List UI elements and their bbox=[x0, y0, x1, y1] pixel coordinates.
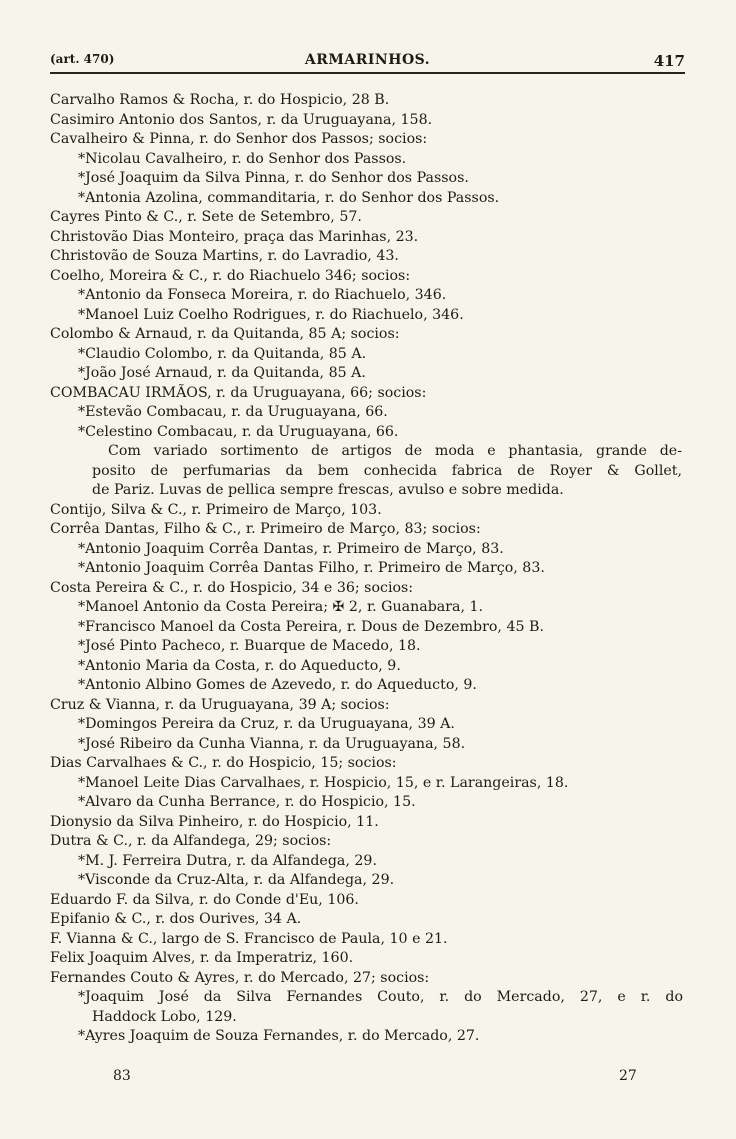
partner-entry: *José Ribeiro da Cunha Vianna, r. da Uruguayana, 58. bbox=[78, 735, 466, 752]
partner-entry: *Francisco Manoel da Costa Pereira, r. Dous de Dezembro, 45 B. bbox=[78, 618, 544, 635]
firm-entry: Dutra & C., r. da Alfandega, 29; socios: bbox=[50, 833, 332, 849]
description-line: Haddock Lobo, 129. bbox=[92, 1008, 237, 1025]
partner-entry: *Joaquim José da Silva Fernandes Couto, r. do Mercado, 27, e r. do bbox=[78, 989, 683, 1005]
partner-entry: *Manoel Antonio da Costa Pereira; ✠ 2, r. Guanabara, 1. bbox=[78, 599, 484, 615]
partner-entry: *Antonio Albino Gomes de Azevedo, r. do Aqueducto, 9. bbox=[78, 677, 477, 693]
partner-entry: *Antonio Maria da Costa, r. do Aqueducto, 9. bbox=[78, 657, 401, 674]
partner-entry: *M. J. Ferreira Dutra, r. da Alfandega, 29. bbox=[78, 852, 377, 869]
partner-entry: *Manoel Luiz Coelho Rodrigues, r. do Riachuelo, 346. bbox=[78, 306, 464, 323]
firm-entry: Epifanio & C., r. dos Ourives, 34 A. bbox=[50, 911, 302, 927]
partner-entry: *Domingos Pereira da Cruz, r. da Uruguayana, 39 A. bbox=[78, 716, 455, 732]
partner-entry: *João José Arnaud, r. da Quitanda, 85 A. bbox=[78, 365, 366, 381]
footer-signature-left: 83 bbox=[113, 1068, 131, 1084]
firm-entry: Casimiro Antonio dos Santos, r. da Uruguayana, 158. bbox=[50, 111, 433, 128]
description-line: de Pariz. Luvas de pellica sempre frescas, avulso e sobre medida. bbox=[92, 482, 564, 498]
page-number: 417 bbox=[653, 52, 685, 70]
firm-entry: Dias Carvalhaes & C., r. do Hospicio, 15; socios: bbox=[50, 755, 397, 771]
partner-entry: *Nicolau Cavalheiro, r. do Senhor dos Passos. bbox=[78, 150, 407, 167]
partner-entry: *José Pinto Pacheco, r. Buarque de Macedo, 18. bbox=[78, 638, 421, 654]
page-header bbox=[50, 50, 685, 74]
firm-entry: F. Vianna & C., largo de S. Francisco de Paula, 10 e 21. bbox=[50, 930, 448, 947]
partner-entry: *Antonio Joaquim Corrêa Dantas Filho, r. Primeiro de Março, 83. bbox=[78, 560, 545, 576]
firm-entry: Carvalho Ramos & Rocha, r. do Hospicio, 28 B. bbox=[50, 92, 390, 108]
firm-entry: Contijo, Silva & C., r. Primeiro de Março, 103. bbox=[50, 501, 382, 518]
partner-entry: *Ayres Joaquim de Souza Fernandes, r. do Mercado, 27. bbox=[78, 1028, 480, 1044]
section-title: ARMARINHOS. bbox=[304, 52, 431, 68]
firm-entry: Christovão de Souza Martins, r. do Lavradio, 43. bbox=[50, 248, 399, 264]
partner-entry: *Antonio da Fonseca Moreira, r. do Riachuelo, 346. bbox=[78, 287, 447, 303]
firm-entry: Cayres Pinto & C., r. Sete de Setembro, 57. bbox=[50, 209, 362, 225]
firm-entry: Eduardo F. da Silva, r. do Conde d'Eu, 106. bbox=[50, 891, 359, 908]
partner-entry: *Claudio Colombo, r. da Quitanda, 85 A. bbox=[78, 345, 367, 362]
firm-entry: Cavalheiro & Pinna, r. do Senhor dos Passos; socios: bbox=[50, 131, 428, 147]
firm-entry: Costa Pereira & C., r. do Hospicio, 34 e 36; socios: bbox=[50, 579, 414, 596]
partner-entry: *Antonio Joaquim Corrêa Dantas, r. Primeiro de Março, 83. bbox=[78, 540, 504, 557]
partner-entry: *Visconde da Cruz-Alta, r. da Alfandega, 29. bbox=[78, 872, 395, 888]
firm-entry: Dionysio da Silva Pinheiro, r. do Hospicio, 11. bbox=[50, 813, 379, 830]
firm-entry: Christovão Dias Monteiro, praça das Marinhas, 23. bbox=[50, 228, 419, 245]
firm-entry: Colombo & Arnaud, r. da Quitanda, 85 A; socios: bbox=[50, 326, 400, 342]
partner-entry: *José Joaquim da Silva Pinna, r. do Senhor dos Passos. bbox=[78, 170, 469, 186]
footer-signature-right: 27 bbox=[619, 1068, 637, 1084]
firm-entry: COMBACAU IRMÃOS, r. da Uruguayana, 66; socios: bbox=[50, 384, 427, 401]
firm-entry: Cruz & Vianna, r. da Uruguayana, 39 A; socios: bbox=[50, 696, 390, 713]
partner-entry: *Estevão Combacau, r. da Uruguayana, 66. bbox=[78, 404, 388, 420]
partner-entry: *Celestino Combacau, r. da Uruguayana, 66. bbox=[78, 423, 399, 440]
firm-entry: Corrêa Dantas, Filho & C., r. Primeiro de Março, 83; socios: bbox=[50, 521, 481, 537]
firm-entry: Coelho, Moreira & C., r. do Riachuelo 346; socios: bbox=[50, 267, 411, 284]
firm-entry: Fernandes Couto & Ayres, r. do Mercado, 27; socios: bbox=[50, 969, 430, 986]
firm-entry: Felix Joaquim Alves, r. da Imperatriz, 160. bbox=[50, 950, 354, 966]
partner-entry: *Antonia Azolina, commanditaria, r. do Senhor dos Passos. bbox=[78, 189, 500, 206]
description-line: Com variado sortimento de artigos de moda e phantasia, grande de- bbox=[108, 443, 682, 459]
partner-entry: *Alvaro da Cunha Berrance, r. do Hospicio, 15. bbox=[78, 794, 416, 810]
article-reference: (art. 470) bbox=[50, 52, 115, 66]
description-line: posito de perfumarias da bem conhecida fabrica de Royer & Gollet, bbox=[92, 462, 682, 479]
partner-entry: *Manoel Leite Dias Carvalhaes, r. Hospicio, 15, e r. Larangeiras, 18. bbox=[78, 774, 569, 791]
